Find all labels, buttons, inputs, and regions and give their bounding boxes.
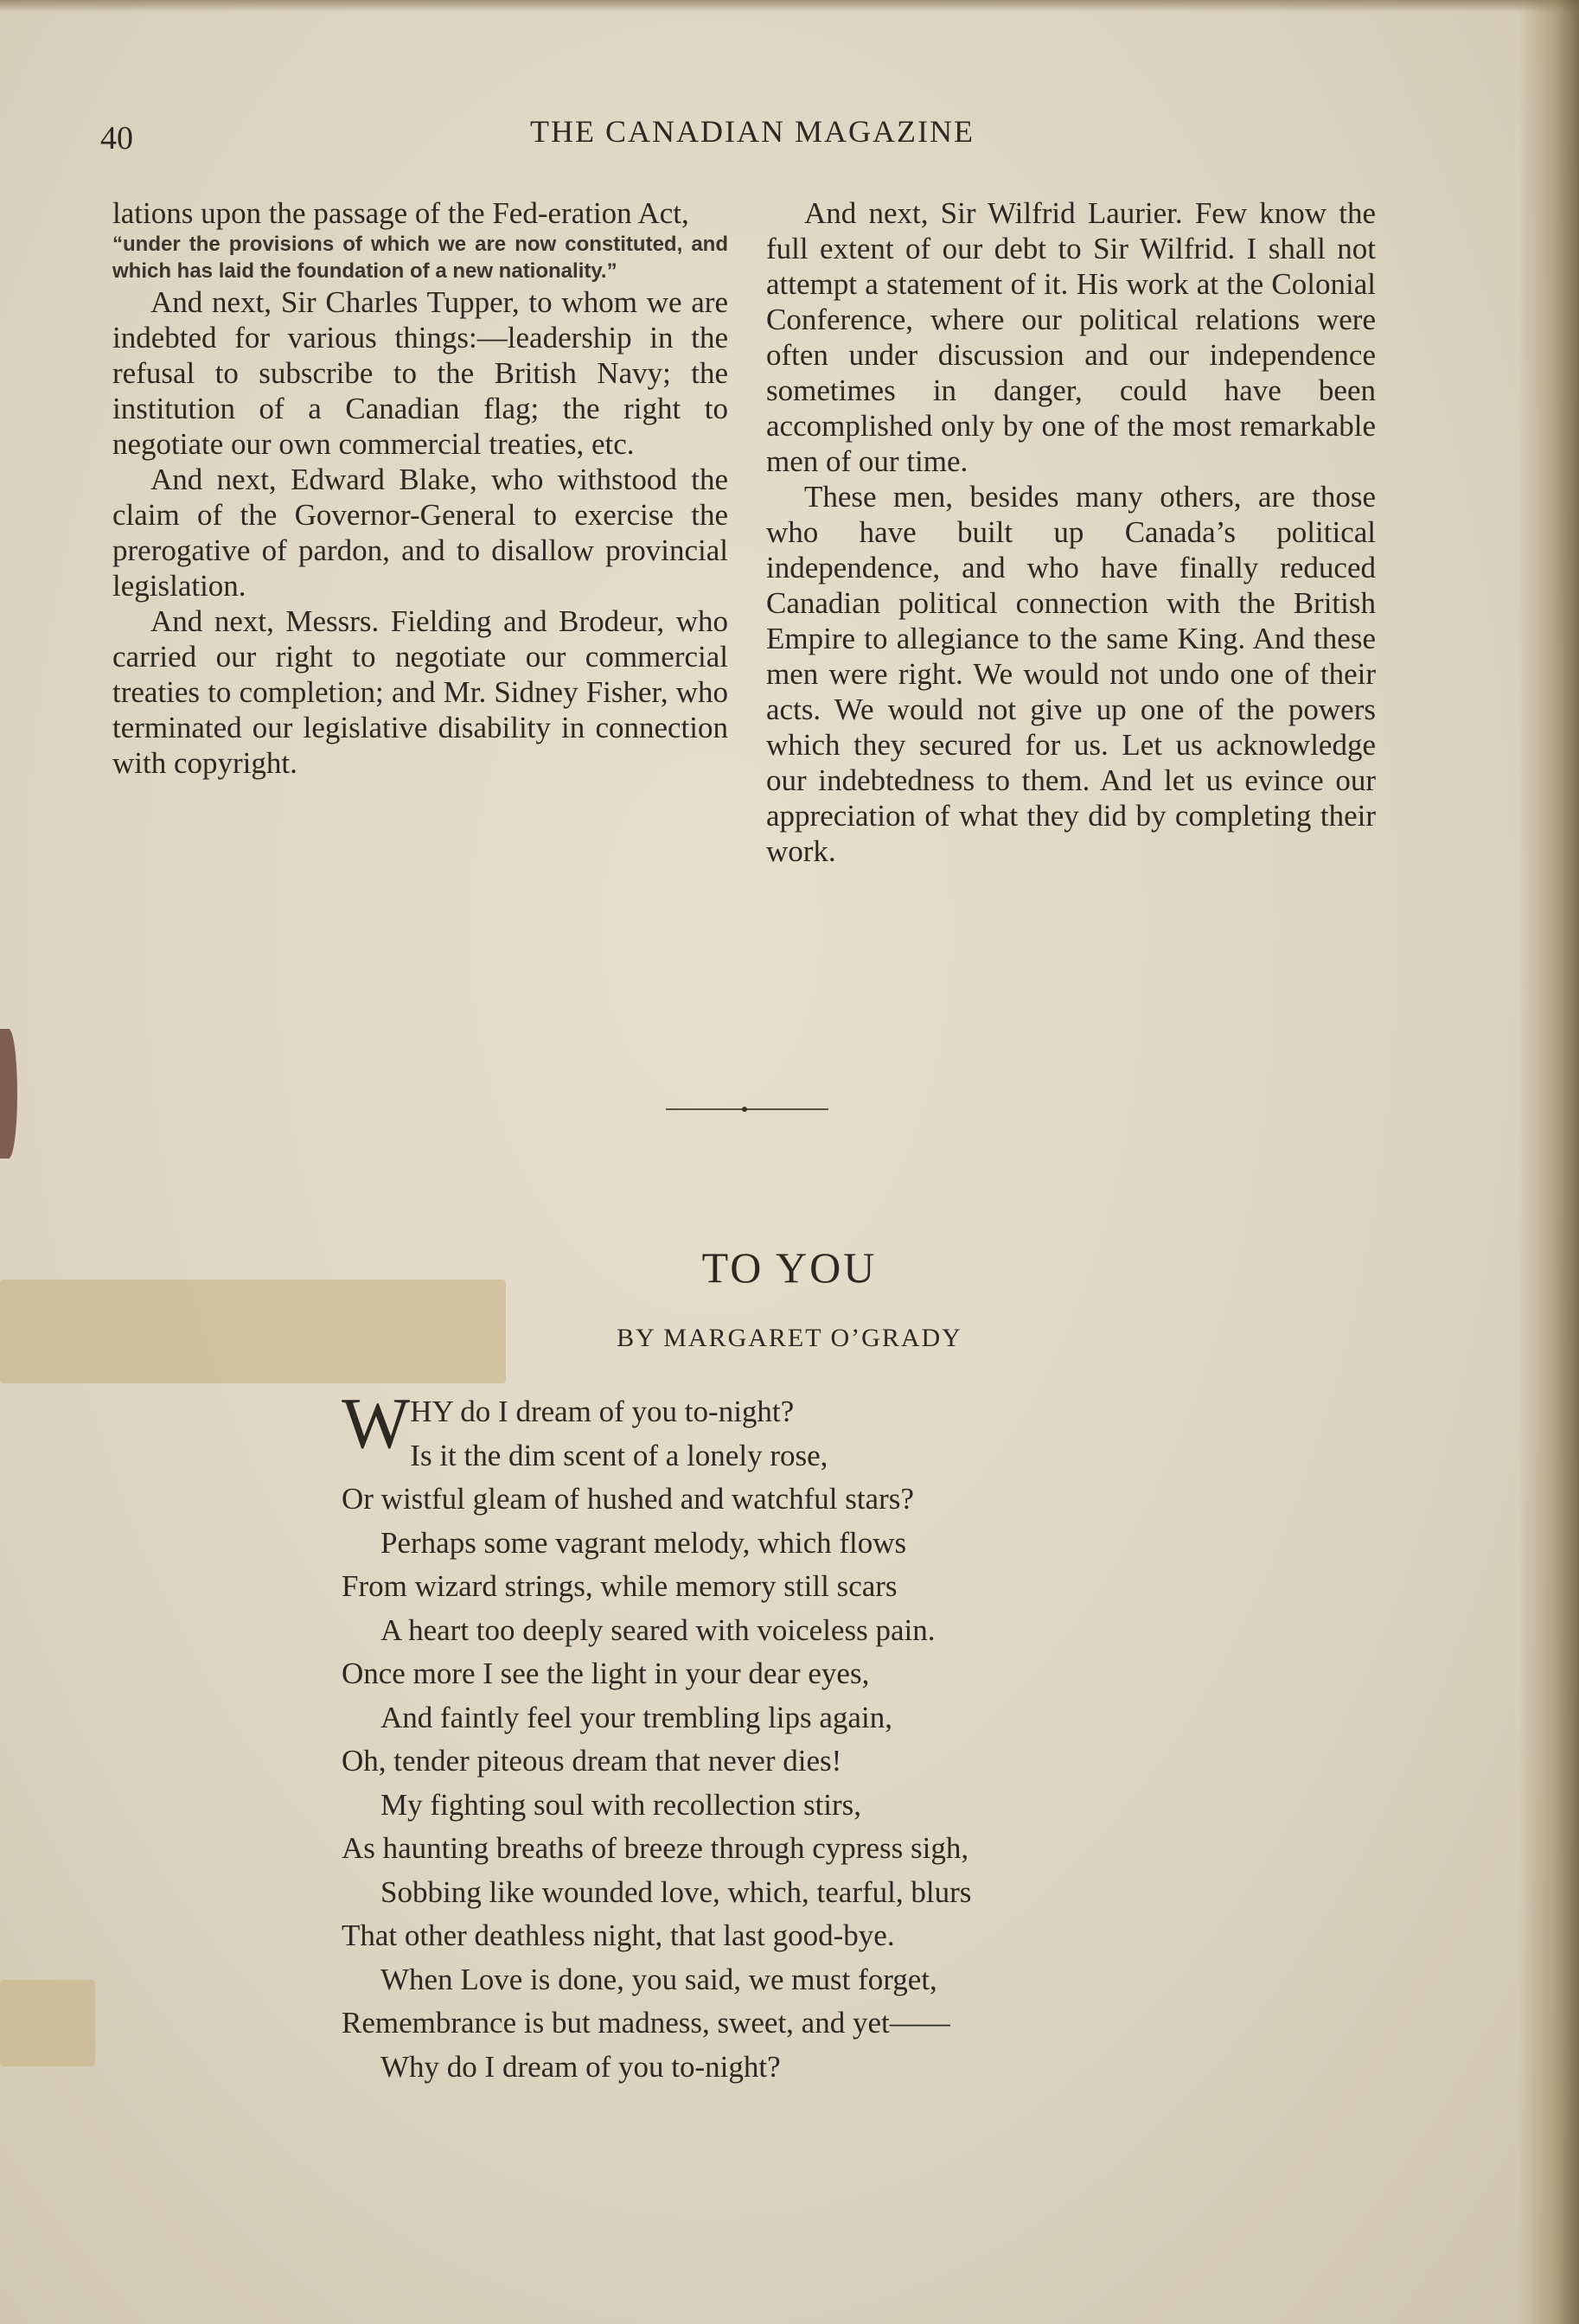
left-paragraph-3: And next, Edward Blake, who withstood the claim of the Governor-General to exercise the prerogative of pardon, and to disallow provincial legislation. [112, 463, 728, 603]
poem-line: Remembrance is but madness, sweet, and yet—— [342, 2006, 950, 2040]
left-paragraph-4: And next, Messrs. Fielding and Brodeur, who carried our right to negotiate our commercial treaties to completion; and Mr. Sidney Fisher, who terminated our legislative disability in connection with copyright. [112, 604, 728, 780]
edge-smudge [0, 1029, 17, 1159]
poem-line: And faintly feel your trembling lips again, [380, 1700, 892, 1734]
right-paragraph-1: And next, Sir Wilfrid Laurier. Few know the full extent of our debt to Sir Wilfrid. I shall not attempt a statement of it. His work at the Colonial Conference, where our political relations were often under discussion and our independence sometimes in danger, could have been accomplished only by one of the most remarkable men of our time. [766, 196, 1376, 478]
poem-line: A heart too deeply seared with voiceless pain. [380, 1612, 936, 1647]
poem-title: TO YOU [701, 1243, 878, 1292]
right-paragraph-2: These men, besides many others, are those who have built up Canada’s political independence, and who have finally reduced Canadian political connection with the British Empire to allegiance to the same King. And these men were right. We would not undo one of their acts. We would not give up one of the powers which they secured for us. Let us acknowledge our indebtedness to them. And let us evince our appreciation of what they did by completing their work. [766, 480, 1376, 868]
divider-dot [742, 1107, 747, 1112]
tape-stain-small [0, 1980, 95, 2066]
tape-stain [0, 1280, 506, 1383]
poem-byline: BY MARGARET O’GRADY [617, 1324, 962, 1352]
page-right-edge [1518, 0, 1579, 2324]
left-paragraph-2: And next, Sir Charles Tupper, to whom we are indebted for various things:—leadership in the refusal to subscribe to the British Navy; the institution of a Canadian flag; the right to negotiate our own commercial treaties, etc. [112, 285, 728, 461]
poem-line: As haunting breaths of breeze through cypress sigh, [342, 1831, 969, 1865]
poem-line: From wizard strings, while memory still scars [342, 1569, 898, 1603]
poem-line: That other deathless night, that last good-bye. [342, 1919, 895, 1952]
running-head: THE CANADIAN MAGAZINE [530, 114, 975, 149]
right-column [766, 195, 1376, 869]
poem-line: My fighting soul with recollection stirs, [380, 1787, 862, 1822]
poem-line: Once more I see the light in your dear eyes, [342, 1657, 870, 1690]
block-quote: “under the provisions of which we are now constituted, and which has laid the foundation of a new nationality.” [112, 233, 728, 283]
poem-line: Is it the dim scent of a lonely rose, [410, 1438, 828, 1472]
page-top-edge [0, 0, 1579, 12]
poem-line: When Love is done, you said, we must forget, [380, 1962, 937, 1996]
poem-line: Oh, tender piteous dream that never dies! [342, 1744, 842, 1778]
poem-line: Why do I dream of you to-night? [380, 2049, 781, 2084]
left-paragraph-1: lations upon the passage of the Fed-eration Act, [112, 196, 689, 230]
poem-line: Sobbing like wounded love, which, tearful, blurs [380, 1874, 972, 1909]
page-number: 40 [100, 120, 133, 156]
poem-line: Or wistful gleam of hushed and watchful stars? [342, 1482, 914, 1516]
left-column [112, 195, 728, 781]
poem-body [342, 1383, 1172, 2089]
poem-first-line: HY do I dream of you to-night? [410, 1395, 795, 1428]
drop-cap: W [342, 1383, 406, 1464]
poem-line: Perhaps some vagrant melody, which flows [380, 1525, 907, 1560]
section-divider [666, 1108, 828, 1110]
